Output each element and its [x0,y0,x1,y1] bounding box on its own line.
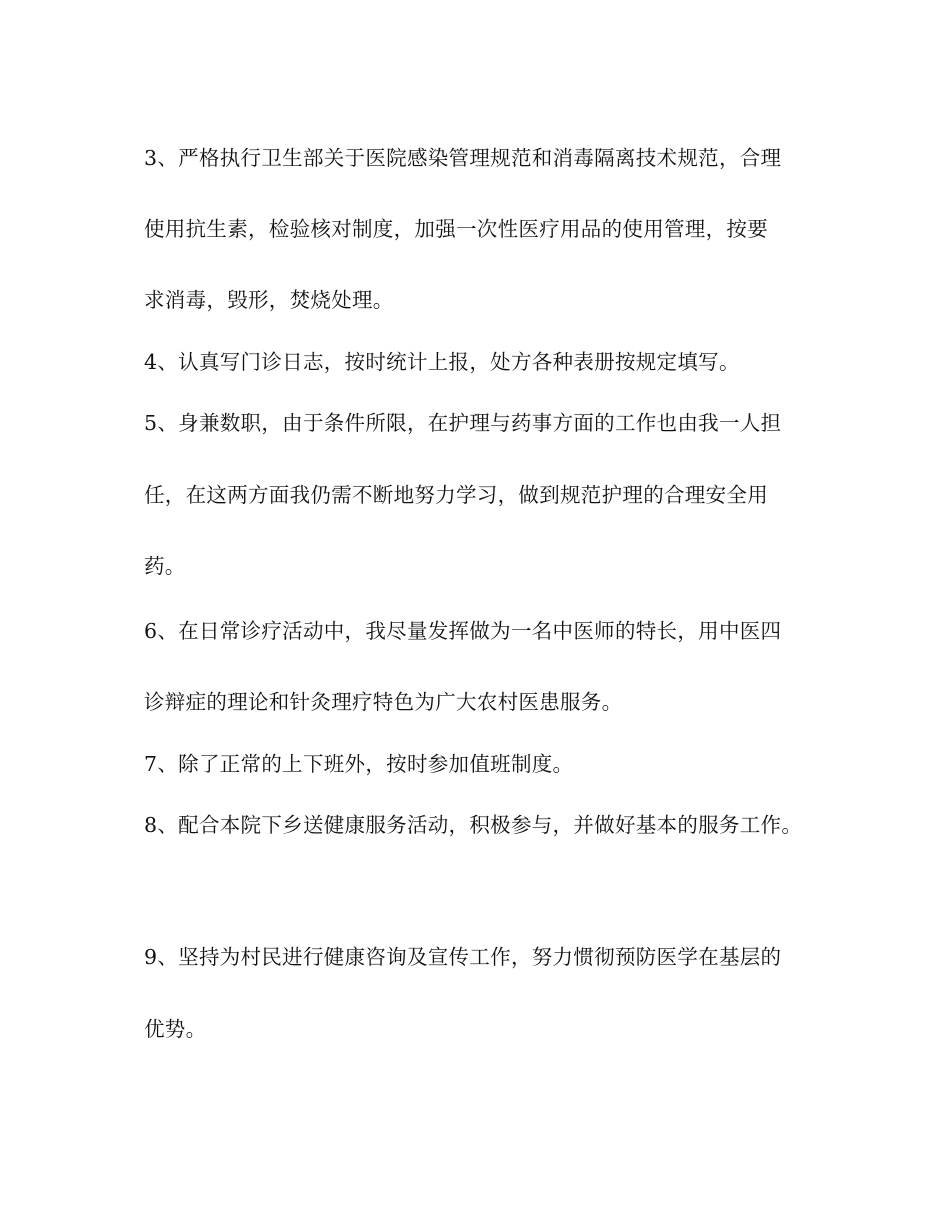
paragraph-4-line-1: 4、认真写门诊日志，按时统计上报，处方各种表册按规定填写。 [144,350,740,374]
paragraph-7-line-1: 7、除了正常的上下班外，按时参加值班制度。 [144,752,574,776]
paragraph-9-line-2: 优势。 [144,1017,207,1041]
paragraph-3-line-3: 求消毒，毁形，焚烧处理。 [144,288,394,312]
paragraph-6-line-2: 诊辩症的理论和针灸理疗特色为广大农村医患服务。 [144,690,623,714]
paragraph-5-line-2: 任，在这两方面我仍需不断地努力学习，做到规范护理的合理安全用 [144,483,768,507]
paragraph-3-line-2: 使用抗生素，检验核对制度，加强一次性医疗用品的使用管理，按要 [144,217,768,241]
paragraph-3-line-1: 3、严格执行卫生部关于医院感染管理规范和消毒隔离技术规范，合理 [144,146,782,170]
paragraph-9-line-1: 9、坚持为村民进行健康咨询及宣传工作，努力惯彻预防医学在基层的 [144,945,782,969]
paragraph-5-line-3: 药。 [144,554,186,578]
paragraph-6-line-1: 6、在日常诊疗活动中，我尽量发挥做为一名中医师的特长，用中医四 [144,619,782,643]
paragraph-8-line-1: 8、配合本院下乡送健康服务活动，积极参与，并做好基本的服务工作。 [144,813,803,837]
paragraph-5-line-1: 5、身兼数职，由于条件所限，在护理与药事方面的工作也由我一人担 [144,411,782,435]
